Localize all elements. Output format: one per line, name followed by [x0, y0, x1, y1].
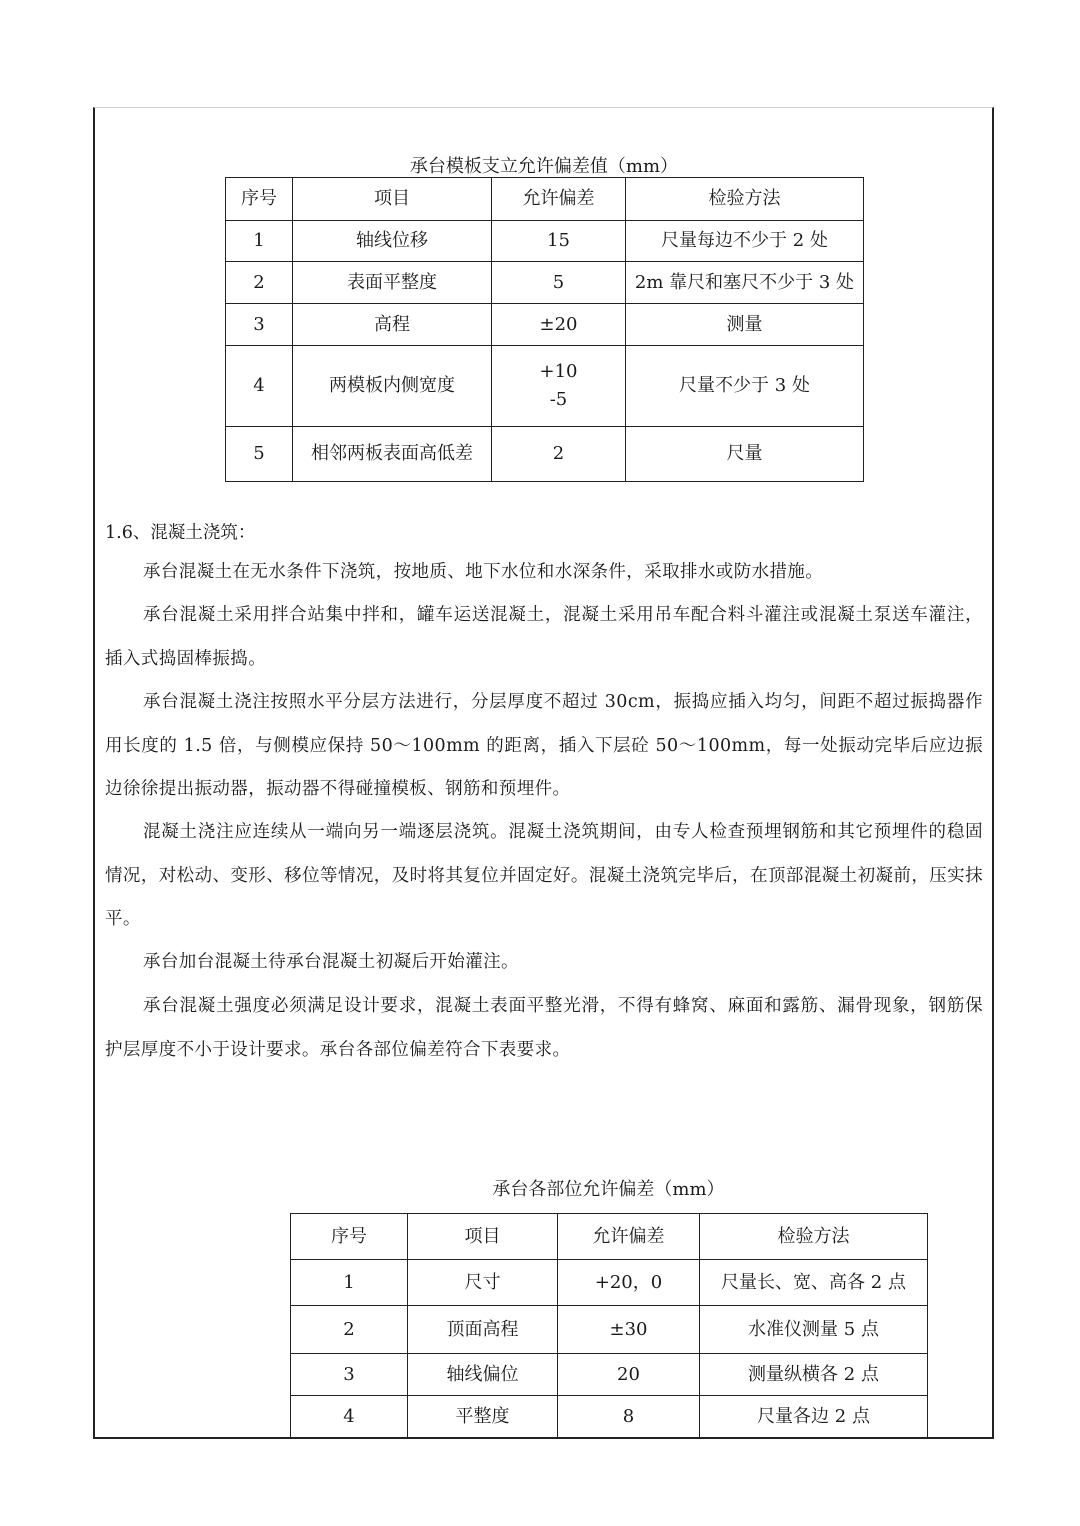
table2-header-item: 项目	[408, 1214, 558, 1260]
row-tol: ±30	[558, 1306, 700, 1354]
row-item: 表面平整度	[293, 262, 492, 304]
paragraph: 承台混凝土采用拌合站集中拌和，罐车运送混凝土，混凝土采用吊车配合料斗灌注或混凝土泵送车灌注，插入式捣固棒振捣。	[105, 605, 983, 669]
table2-header-no: 序号	[291, 1214, 408, 1260]
paragraph: 混凝土浇注应连续从一端向另一端逐层浇筑。混凝土浇筑期间，由专人检查预埋钢筋和其它预埋件的稳固情况，对松动、变形、移位等情况，及时将其复位并固定好。混凝土浇筑完毕后，在顶部混凝土初凝前，压实抹平。	[105, 822, 983, 929]
row-no: 1	[226, 221, 293, 262]
row-tol: 20	[558, 1354, 700, 1396]
table2	[290, 1213, 928, 1439]
row-item: 尺寸	[408, 1260, 558, 1306]
row-no: 2	[226, 262, 293, 304]
table1-header-item: 项目	[293, 178, 492, 221]
table2-header-method: 检验方法	[700, 1214, 928, 1260]
row-tol: 2	[492, 427, 626, 482]
paragraph: 承台混凝土浇注按照水平分层方法进行，分层厚度不超过 30cm，振捣应插入均匀，间距不超过振捣器作用长度的 1.5 倍，与侧模应保持 50～100mm 的距离，插入下层砼 50～100mm，每一处振动完毕后应边振边徐徐提出振动器，振动器不得碰撞模板、钢筋和预埋件。	[105, 692, 983, 799]
row-method: 尺量每边不少于 2 处	[626, 221, 864, 262]
row-tol: ±20	[492, 304, 626, 346]
row-item: 平整度	[408, 1396, 558, 1439]
row-method: 2m 靠尺和塞尺不少于 3 处	[626, 262, 864, 304]
row-item: 顶面高程	[408, 1306, 558, 1354]
row-item: 轴线偏位	[408, 1354, 558, 1396]
table1-header-no: 序号	[226, 178, 293, 221]
table1-header-method: 检验方法	[626, 178, 864, 221]
table-row	[226, 346, 864, 427]
row-method: 尺量	[626, 427, 864, 482]
row-tol	[492, 346, 626, 427]
row-tol: 8	[558, 1396, 700, 1439]
tol-lower: -5	[549, 389, 568, 410]
row-no: 4	[291, 1396, 408, 1439]
table2-header-tol: 允许偏差	[558, 1214, 700, 1260]
paragraph: 承台混凝土强度必须满足设计要求，混凝土表面平整光滑，不得有蜂窝、麻面和露筋、漏骨现象，钢筋保护层厚度不小于设计要求。承台各部位偏差符合下表要求。	[105, 996, 983, 1060]
table2-header-row	[291, 1214, 928, 1260]
table1-header-tol: 允许偏差	[492, 178, 626, 221]
table1-caption: 承台模板支立允许偏差值（mm）	[409, 156, 679, 177]
row-no: 3	[291, 1354, 408, 1396]
table-row	[226, 221, 864, 262]
row-no: 4	[226, 346, 293, 427]
row-no: 2	[291, 1306, 408, 1354]
row-method: 尺量长、宽、高各 2 点	[700, 1260, 928, 1306]
row-item: 相邻两板表面高低差	[293, 427, 492, 482]
paragraph: 承台加台混凝土待承台混凝土初凝后开始灌注。	[143, 952, 519, 972]
row-item: 高程	[293, 304, 492, 346]
table1-header-row	[226, 178, 864, 221]
table-row	[226, 304, 864, 346]
row-item: 两模板内侧宽度	[293, 346, 492, 427]
tol-upper: +10	[539, 361, 578, 382]
table1	[225, 177, 864, 482]
row-item: 轴线位移	[293, 221, 492, 262]
table-row	[291, 1354, 928, 1396]
row-no: 1	[291, 1260, 408, 1306]
row-method: 尺量不少于 3 处	[626, 346, 864, 427]
row-method: 水准仪测量 5 点	[700, 1306, 928, 1354]
row-tol: 15	[492, 221, 626, 262]
row-method: 尺量各边 2 点	[700, 1396, 928, 1439]
table-row	[291, 1260, 928, 1306]
row-method: 测量纵横各 2 点	[700, 1354, 928, 1396]
table-row	[291, 1306, 928, 1354]
row-tol: 5	[492, 262, 626, 304]
table-row	[291, 1396, 928, 1439]
table-row	[226, 427, 864, 482]
row-tol: +20，0	[558, 1260, 700, 1306]
table2-caption: 承台各部位允许偏差（mm）	[492, 1179, 725, 1200]
row-no: 3	[226, 304, 293, 346]
table-row	[226, 262, 864, 304]
row-no: 5	[226, 427, 293, 482]
paragraph: 承台混凝土在无水条件下浇筑，按地质、地下水位和水深条件，采取排水或防水措施。	[143, 562, 824, 582]
row-method: 测量	[626, 304, 864, 346]
section-heading: 1.6、混凝土浇筑：	[105, 523, 256, 543]
